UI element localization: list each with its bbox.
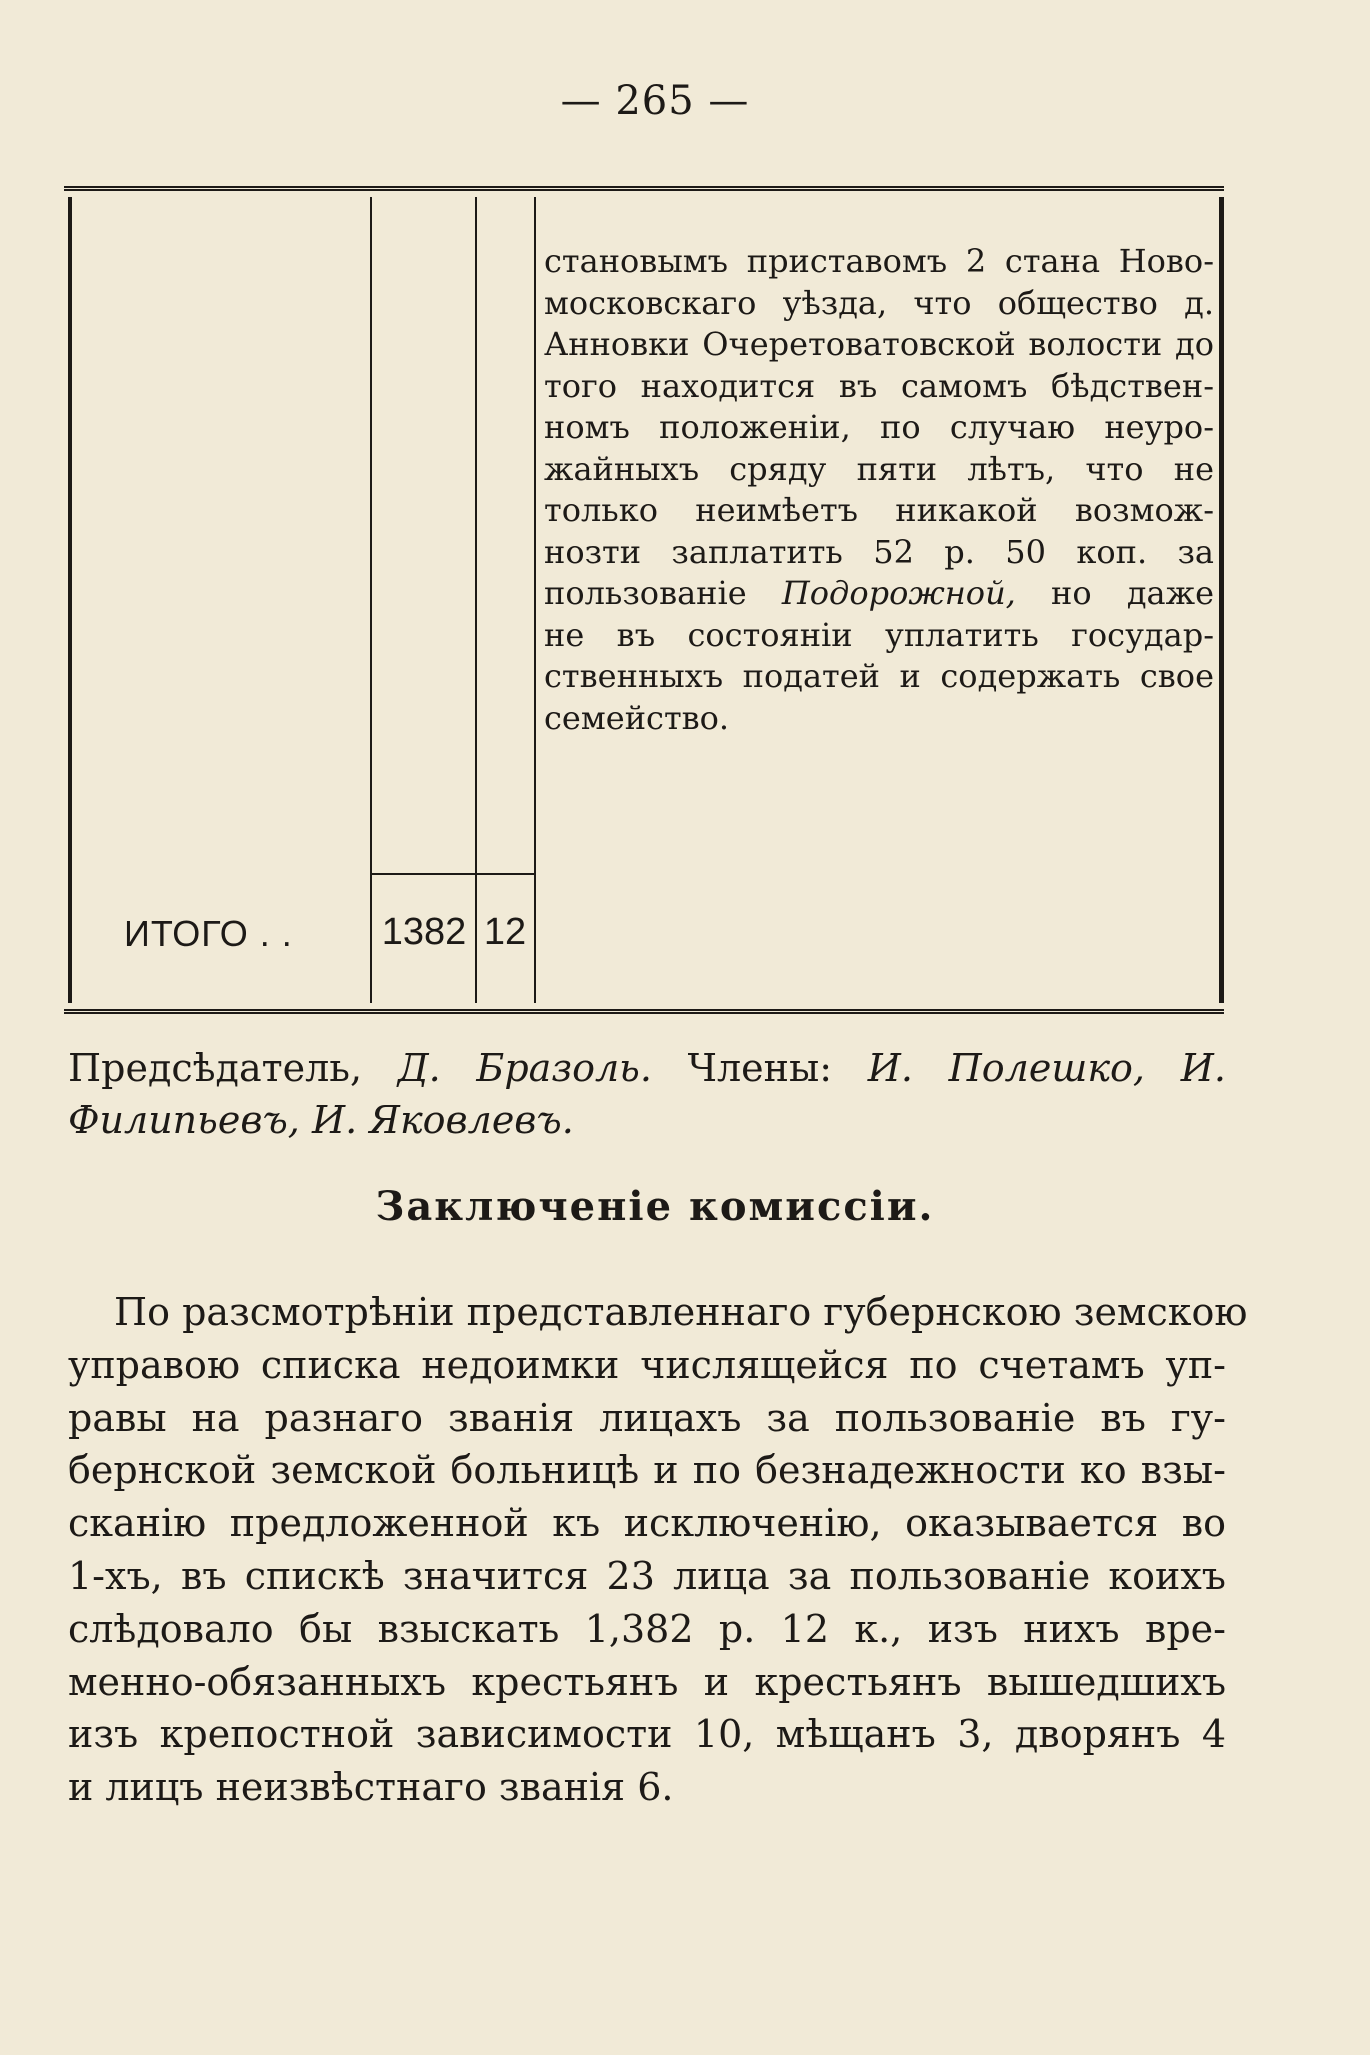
total-label: ИТОГО . . — [124, 913, 293, 954]
page-number: — 265 — — [560, 78, 750, 124]
remark-line: становымъ приставомъ 2 стана Ново- — [544, 242, 1214, 280]
signature-line — [68, 1094, 1226, 1146]
table-remark-text — [544, 241, 1214, 739]
section-heading: Заключенiе комиссiи. — [375, 1183, 935, 1230]
signature-line — [68, 1042, 1226, 1094]
ledger-table — [64, 186, 1224, 1014]
column-divider-rubles — [370, 197, 372, 1003]
remark-line — [544, 573, 1214, 615]
body-line: слѣдовало бы взыскать 1,382 р. 12 к., изъ нихъ вре- — [68, 1606, 1226, 1651]
body-line: По разсмотрѣнiи представленнаго губернскою земскою — [114, 1290, 1248, 1334]
signatures-block — [68, 1042, 1226, 1146]
total-kopecks: 12 — [483, 911, 527, 953]
column-divider-remarks — [534, 197, 536, 1003]
remark-line: нозти заплатить 52 р. 50 коп. за — [544, 532, 1214, 571]
remark-place-name: Подорожной, — [781, 574, 1016, 612]
remark-text: пользованiе — [544, 574, 782, 612]
table-left-border — [68, 197, 72, 1003]
remark-text: но даже — [1015, 574, 1215, 612]
member-surname: Филипьевъ, — [68, 1098, 300, 1142]
body-line: изъ крепостной зависимости 10, мѣщанъ 3, дворянъ 4 — [68, 1712, 1226, 1757]
body-line: сканiю предложенной къ исключенiю, оказывается во — [68, 1501, 1226, 1546]
remark-line: только неимѣетъ никакой возмож- — [544, 491, 1214, 529]
remark-line: не въ состоянiи уплатить государ- — [544, 615, 1214, 654]
remark-line: жайныхъ сряду пяти лѣтъ, что не — [544, 449, 1214, 488]
body-line: равы на разнаго званiя лицахъ за пользованiе въ гу- — [68, 1395, 1226, 1440]
body-line: 1-хъ, въ спискѣ значится 23 лица за пользованiе коихъ — [68, 1553, 1226, 1598]
body-line: и лицъ неизвѣстнаго званiя 6. — [68, 1765, 674, 1810]
remark-line: ственныхъ податей и содержать свое — [544, 657, 1214, 695]
remark-line: номъ положенiи, по случаю неуро- — [544, 408, 1214, 446]
chairman-name: Д. Бразоль. — [397, 1046, 652, 1090]
body-line: бернской земской больницѣ и по безнадежности ко взы- — [68, 1448, 1226, 1493]
total-separator-line — [370, 873, 535, 875]
table-right-border — [1219, 197, 1224, 1003]
remark-line: Анновки Очеретоватовской волости до — [544, 325, 1214, 363]
body-paragraph — [68, 1286, 1248, 1814]
total-rubles: 1382 — [381, 911, 467, 953]
body-line: управою списка недоимки числящейся по счетамъ уп- — [68, 1342, 1226, 1387]
column-divider-kopecks — [475, 197, 477, 1003]
member-name: И. Полешко, — [867, 1046, 1146, 1090]
body-line: менно-обязанныхъ крестьянъ и крестьянъ вышедшихъ — [68, 1659, 1226, 1704]
member-name: И. Яковлевъ. — [311, 1098, 574, 1142]
chairman-label: Предсѣдатель, — [68, 1046, 363, 1090]
member-initial: И. — [1180, 1046, 1226, 1090]
remark-line: того находится въ самомъ бѣдствен- — [544, 366, 1214, 405]
remark-line: московскаго уѣзда, что общество д. — [544, 283, 1214, 322]
remark-line: семейство. — [544, 698, 730, 737]
members-label: Члены: — [687, 1046, 833, 1090]
